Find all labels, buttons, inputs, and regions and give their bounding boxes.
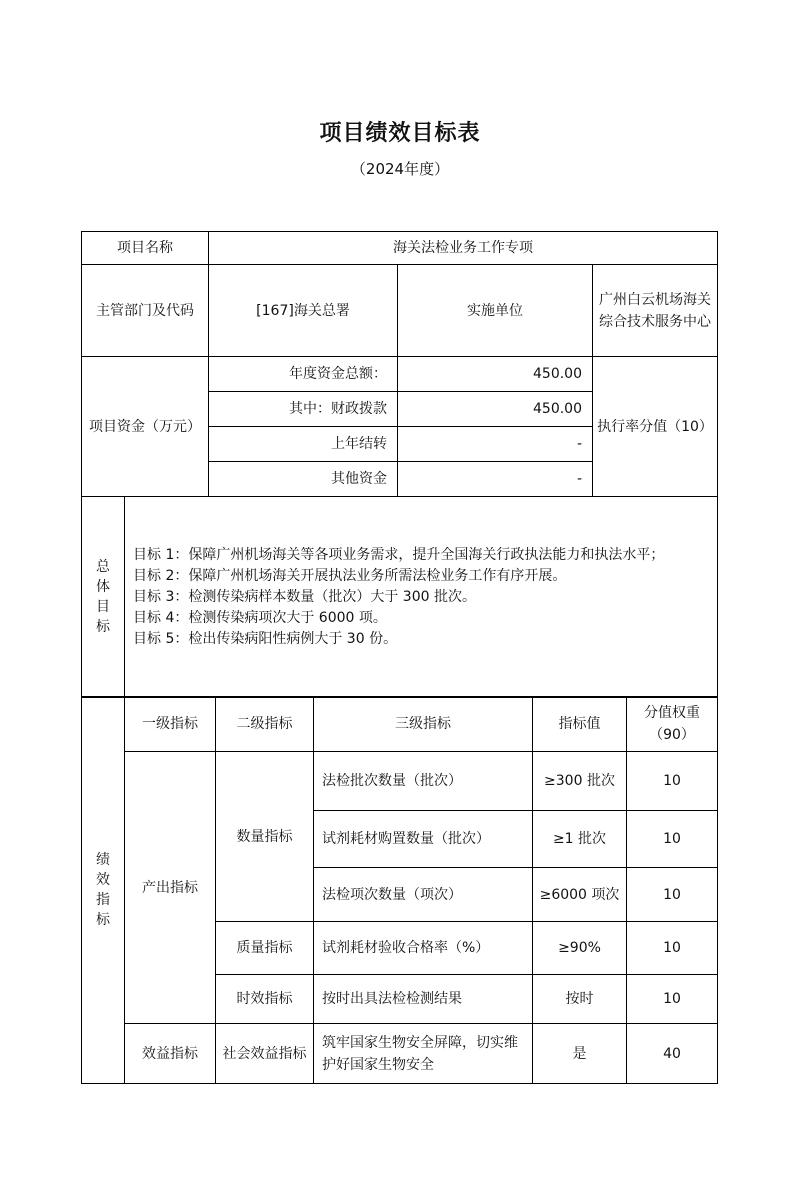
quantity-indicator-label: 数量指标 — [216, 752, 314, 922]
header-value: 指标值 — [533, 697, 627, 752]
indicator-value: ≥1 批次 — [533, 811, 627, 868]
document-title: 项目绩效目标表 — [319, 121, 481, 146]
funds-carryover-value: - — [398, 427, 593, 462]
indicator-value: 按时 — [533, 975, 627, 1024]
table-row — [82, 1024, 718, 1084]
funds-total-label: 年度资金总额： — [209, 357, 398, 392]
goal-item: 目标 3：检测传染病样本数量（批次）大于 300 批次。 — [133, 588, 476, 605]
header-level2: 二级指标 — [216, 697, 314, 752]
header-level3: 三级指标 — [314, 697, 533, 752]
indicator-value: ≥90% — [533, 922, 627, 975]
indicator-weight: 10 — [627, 922, 718, 975]
implementing-unit-label: 实施单位 — [398, 265, 593, 357]
performance-indicators-label: 绩效指标 — [82, 697, 125, 1084]
indicator-weight: 40 — [627, 1024, 718, 1084]
funds-carryover-label: 上年结转 — [209, 427, 398, 462]
header-level1: 一级指标 — [125, 697, 216, 752]
indicator-name: 按时出具法检检测结果 — [314, 975, 533, 1024]
project-name-label: 项目名称 — [82, 232, 209, 265]
quality-indicator-label: 质量指标 — [216, 922, 314, 975]
indicator-name: 法检项次数量（项次） — [314, 868, 533, 922]
department-label: 主管部门及代码 — [82, 265, 209, 357]
social-benefit-indicator-label: 社会效益指标 — [216, 1024, 314, 1084]
project-name-value: 海关法检业务工作专项 — [209, 232, 718, 265]
indicator-weight: 10 — [627, 752, 718, 811]
funds-total-value: 450.00 — [398, 357, 593, 392]
performance-indicators-table — [81, 696, 718, 1084]
overall-goals-content — [125, 497, 718, 698]
document-year: （2024年度） — [350, 160, 450, 178]
benefit-indicator-label: 效益指标 — [125, 1024, 216, 1084]
goal-item: 目标 2：保障广州机场海关开展执法业务所需法检业务工作有序开展。 — [133, 567, 567, 584]
overall-goals-label: 总体目标 — [82, 497, 125, 698]
header-weight: 分值权重（90） — [627, 697, 718, 752]
project-info-table — [81, 231, 718, 698]
goal-item: 目标 5：检出传染病阳性病例大于 30 份。 — [133, 630, 398, 647]
funds-finance-value: 450.00 — [398, 392, 593, 427]
department-value: [167]海关总署 — [209, 265, 398, 357]
indicator-weight: 10 — [627, 811, 718, 868]
funds-other-value: - — [398, 462, 593, 497]
table-row — [82, 752, 718, 811]
indicator-weight: 10 — [627, 975, 718, 1024]
indicator-value: ≥6000 项次 — [533, 868, 627, 922]
goal-item: 目标 1：保障广州机场海关等各项业务需求，提升全国海关行政执法能力和执法水平； — [133, 546, 665, 563]
indicator-value: ≥300 批次 — [533, 752, 627, 811]
indicator-name: 试剂耗材购置数量（批次） — [314, 811, 533, 868]
funds-finance-label: 其中：财政拨款 — [209, 392, 398, 427]
indicator-value: 是 — [533, 1024, 627, 1084]
implementing-unit-value: 广州白云机场海关综合技术服务中心 — [593, 265, 718, 357]
indicator-name: 法检批次数量（批次） — [314, 752, 533, 811]
indicator-weight: 10 — [627, 868, 718, 922]
funds-other-label: 其他资金 — [209, 462, 398, 497]
timeliness-indicator-label: 时效指标 — [216, 975, 314, 1024]
execution-rate-score: 执行率分值（10） — [593, 357, 718, 497]
project-funds-label: 项目资金（万元） — [82, 357, 209, 497]
goal-item: 目标 4：检测传染病项次大于 6000 项。 — [133, 609, 387, 626]
indicator-name: 试剂耗材验收合格率（%） — [314, 922, 533, 975]
output-indicator-label: 产出指标 — [125, 752, 216, 1024]
indicator-name: 筑牢国家生物安全屏障，切实维护好国家生物安全 — [314, 1024, 533, 1084]
